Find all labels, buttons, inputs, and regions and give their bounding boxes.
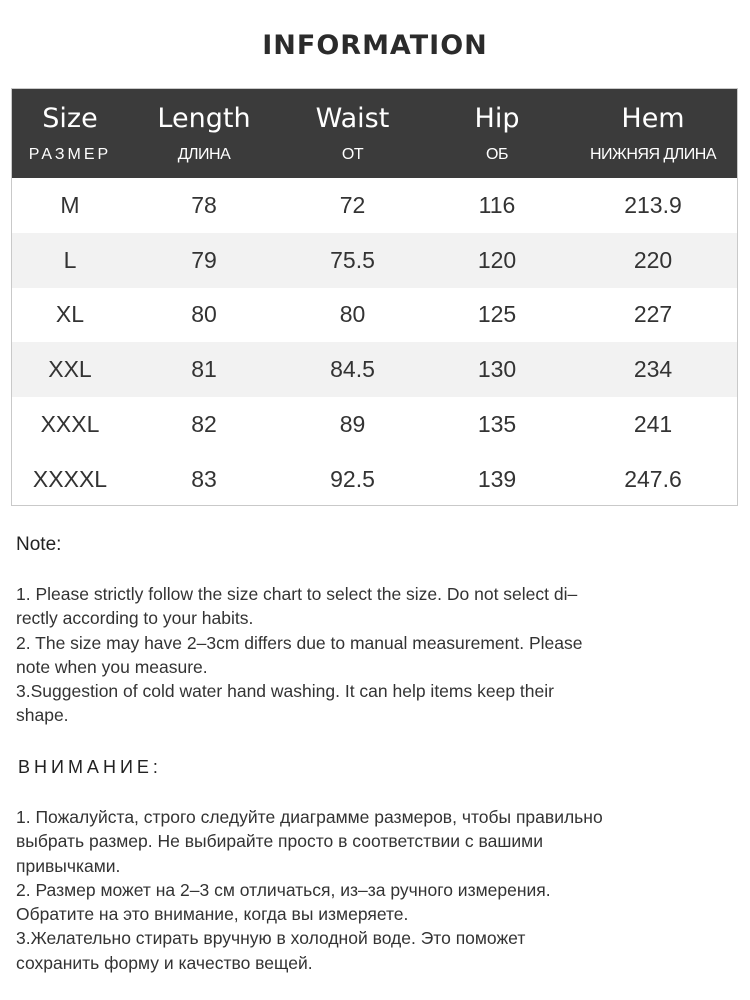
cell-hem: 247.6 xyxy=(624,465,682,492)
page-title: INFORMATION xyxy=(262,30,488,61)
header-size xyxy=(12,89,128,178)
note-text xyxy=(16,582,736,728)
header-label: Size xyxy=(42,103,98,134)
cell-waist: 84.5 xyxy=(330,356,375,383)
cell-length: 79 xyxy=(191,246,217,273)
note-ru-heading: ВНИМАНИЕ: xyxy=(18,757,162,777)
cell-length: 80 xyxy=(191,301,217,328)
table-row xyxy=(12,233,737,288)
note-ru-text xyxy=(16,805,741,975)
header-length xyxy=(128,89,280,178)
cell-size: XXXL xyxy=(40,411,100,438)
cell-waist: 72 xyxy=(339,191,366,218)
note-ru-line: привычками. xyxy=(16,855,121,876)
note-line: rectly according to your habits. xyxy=(16,608,254,629)
table-row xyxy=(12,288,737,343)
header-label: Hip xyxy=(474,103,520,134)
cell-hip: 130 xyxy=(477,356,517,383)
note-ru-line: 3.Желательно стирать вручную в холодной воде. Это поможет xyxy=(16,928,526,949)
cell-hip: 139 xyxy=(477,465,517,492)
header-label: Length xyxy=(157,103,251,134)
cell-length: 83 xyxy=(191,465,217,492)
cell-hip: 135 xyxy=(477,411,517,438)
note-ru-line: сохранить форму и качество вещей. xyxy=(16,952,313,973)
cell-hem: 213.9 xyxy=(624,191,682,218)
cell-waist: 92.5 xyxy=(330,465,375,492)
note-ru-line: 2. Размер может на 2–3 см отличаться, из–за ручного измерения. xyxy=(16,879,551,900)
header-sublabel: ОТ xyxy=(341,146,364,163)
header-label: Hem xyxy=(621,103,685,134)
table-header xyxy=(12,89,737,178)
cell-hem: 241 xyxy=(633,411,673,438)
table-row xyxy=(12,342,737,397)
note-ru-line: 1. Пожалуйста, строго следуйте диаграмме размеров, чтобы правильно xyxy=(16,807,603,827)
cell-hem: 227 xyxy=(633,301,673,328)
cell-hip: 116 xyxy=(478,191,516,218)
cell-hip: 120 xyxy=(477,246,517,273)
cell-waist: 89 xyxy=(339,411,366,438)
note-line: shape. xyxy=(16,705,69,726)
header-label: Waist xyxy=(315,103,390,134)
note-line: 2. The size may have 2–3cm differs due to manual measurement. Please xyxy=(16,632,583,653)
cell-size: L xyxy=(63,246,77,273)
note-line: note when you measure. xyxy=(16,656,208,677)
size-table xyxy=(11,88,738,506)
header-hip xyxy=(425,89,569,178)
cell-waist: 75.5 xyxy=(330,246,375,273)
cell-size: XXL xyxy=(48,356,92,383)
note-line: 3.Suggestion of cold water hand washing. It can help items keep their xyxy=(16,681,554,702)
cell-size: XL xyxy=(55,301,85,328)
note-line: 1. Please strictly follow the size chart to select the size. Do not select di– xyxy=(16,584,578,604)
header-sublabel: РАЗМЕР xyxy=(28,146,112,163)
cell-waist: 80 xyxy=(339,301,366,328)
note-ru-line: Обратите на это внимание, когда вы измеряете. xyxy=(16,904,409,925)
table-row xyxy=(12,452,737,506)
cell-size: XXXXL xyxy=(32,465,108,492)
cell-size: M xyxy=(60,191,80,218)
table-body xyxy=(12,178,737,506)
cell-hip: 125 xyxy=(477,301,517,328)
header-hem xyxy=(569,89,737,178)
header-sublabel: НИЖНЯЯ ДЛИНА xyxy=(590,146,716,163)
note-ru-line: выбрать размер. Не выбирайте просто в соответствии с вашими xyxy=(16,831,543,852)
cell-hem: 220 xyxy=(633,246,673,273)
note-heading: Note: xyxy=(16,534,62,555)
table-row xyxy=(12,397,737,452)
cell-length: 78 xyxy=(191,191,217,218)
cell-length: 82 xyxy=(191,411,217,438)
table-row xyxy=(12,178,737,233)
header-sublabel: ДЛИНА xyxy=(177,146,231,163)
cell-hem: 234 xyxy=(633,356,673,383)
header-sublabel: ОБ xyxy=(486,146,508,163)
cell-length: 81 xyxy=(191,356,217,383)
header-waist xyxy=(280,89,425,178)
